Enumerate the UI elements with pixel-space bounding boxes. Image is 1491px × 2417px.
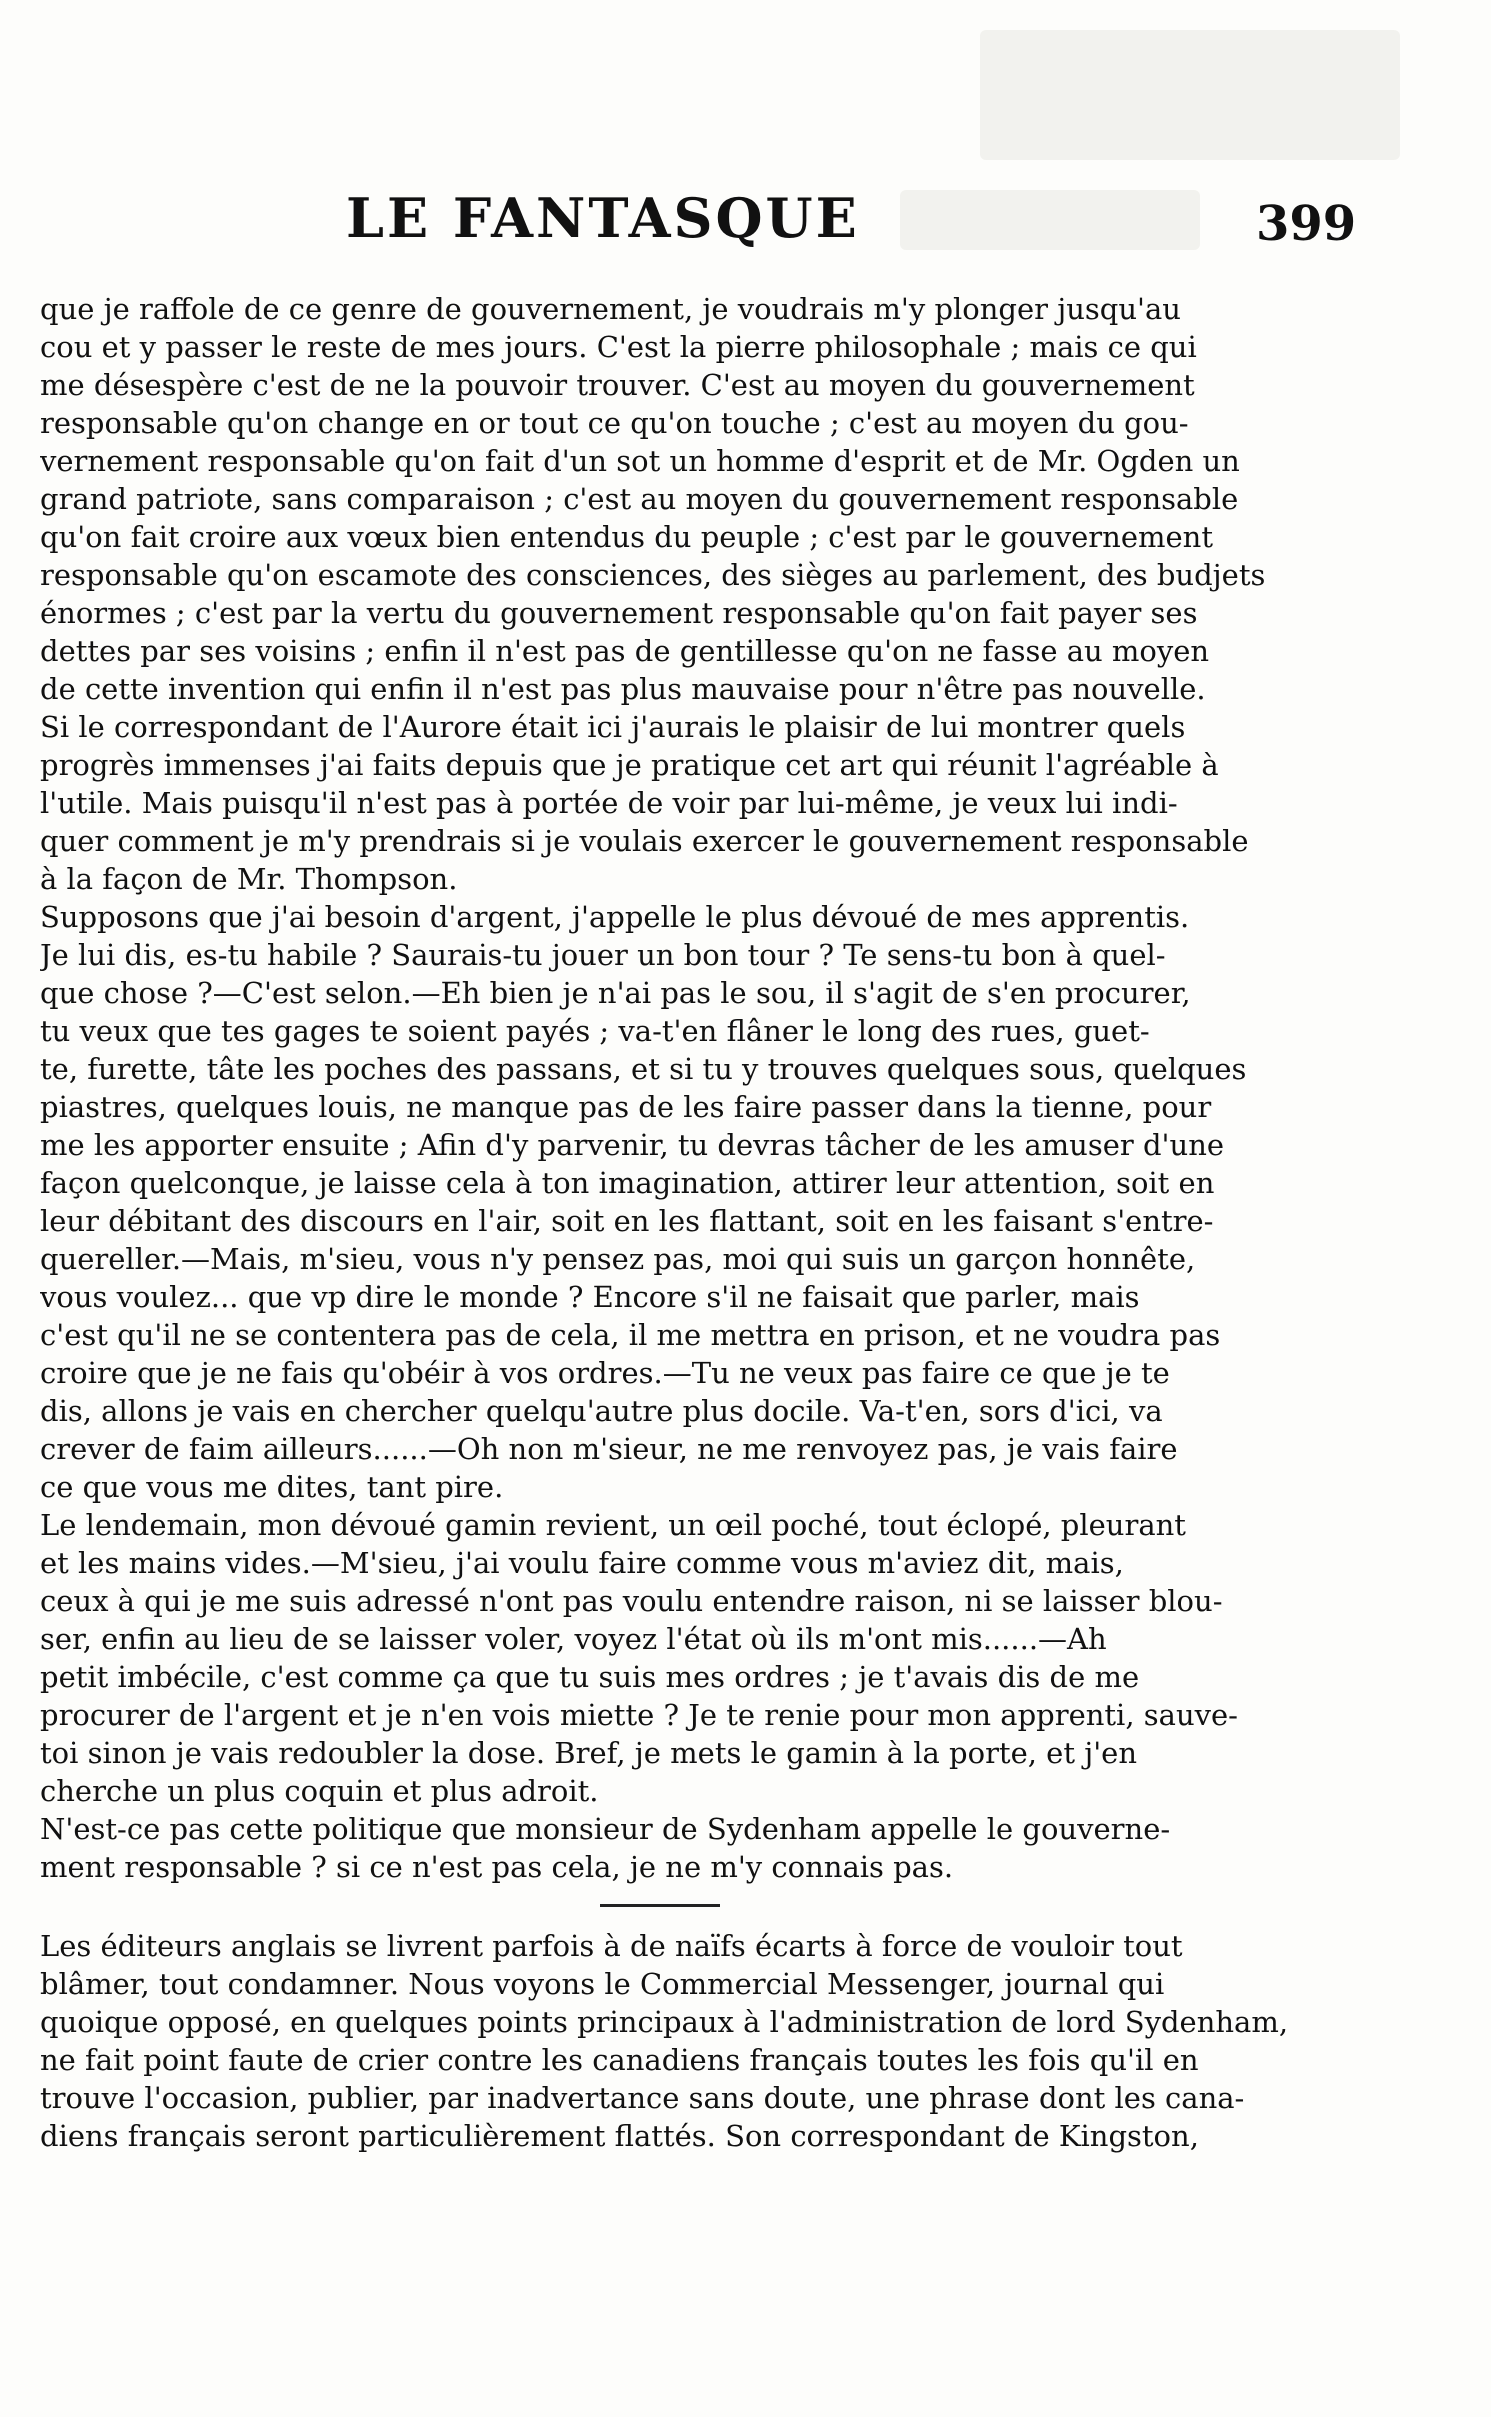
page-number: 399: [1256, 196, 1357, 252]
text-line: cherche un plus coquin et plus adroit.: [40, 1774, 599, 1808]
text-line: ne fait point faute de crier contre les canadiens français toutes les fois qu'il en: [40, 2043, 1199, 2077]
text-line: ment responsable ? si ce n'est pas cela, je ne m'y connais pas.: [40, 1850, 954, 1884]
text-line: cou et y passer le reste de mes jours. C'est la pierre philosophale ; mais ce qui: [40, 330, 1197, 364]
text-line: grand patriote, sans comparaison ; c'est au moyen du gouvernement responsable: [40, 482, 1239, 516]
text-line: et les mains vides.—M'sieu, j'ai voulu faire comme vous m'aviez dit, mais,: [40, 1546, 1124, 1580]
text-line: N'est-ce pas cette politique que monsieur de Sydenham appelle le gouverne-: [40, 1812, 1171, 1846]
text-line: Si le correspondant de l'Aurore était ici j'aurais le plaisir de lui montrer quels: [40, 710, 1186, 744]
text-line: me désespère c'est de ne la pouvoir trouver. C'est au moyen du gouvernement: [40, 368, 1195, 402]
text-line: ceux à qui je me suis adressé n'ont pas voulu entendre raison, ni se laisser blou-: [40, 1584, 1223, 1618]
text-line: tu veux que tes gages te soient payés ; va-t'en flâner le long des rues, guet-: [40, 1014, 1150, 1048]
text-line: que chose ?—C'est selon.—Eh bien je n'ai pas le sou, il s'agit de s'en procurer,: [40, 976, 1191, 1010]
text-line: vous voulez... que vp dire le monde ? Encore s'il ne faisait que parler, mais: [40, 1280, 1140, 1314]
text-line: petit imbécile, c'est comme ça que tu suis mes ordres ; je t'avais dis de me: [40, 1660, 1140, 1694]
text-line: diens français seront particulièrement flattés. Son correspondant de Kingston,: [40, 2119, 1199, 2153]
running-head: [0, 186, 1491, 276]
text-line: c'est qu'il ne se contentera pas de cela, il me mettra en prison, et ne voudra pas: [40, 1318, 1221, 1352]
text-line: Les éditeurs anglais se livrent parfois à de naïfs écarts à force de vouloir tout: [40, 1929, 1183, 1963]
text-line: responsable qu'on escamote des consciences, des sièges au parlement, des budjets: [40, 558, 1266, 592]
text-line: progrès immenses j'ai faits depuis que je pratique cet art qui réunit l'agréable à: [40, 748, 1219, 782]
paragraph-satire: [40, 290, 1340, 1886]
text-line: responsable qu'on change en or tout ce qu'on touche ; c'est au moyen du gou-: [40, 406, 1189, 440]
text-line: façon quelconque, je laisse cela à ton imagination, attirer leur attention, soit en: [40, 1166, 1215, 1200]
text-line: me les apporter ensuite ; Afin d'y parvenir, tu devras tâcher de les amuser d'une: [40, 1128, 1225, 1162]
text-line: croire que je ne fais qu'obéir à vos ordres.—Tu ne veux pas faire ce que je te: [40, 1356, 1170, 1390]
text-line: de cette invention qui enfin il n'est pas plus mauvaise pour n'être pas nouvelle.: [40, 672, 1206, 706]
text-line: vernement responsable qu'on fait d'un sot un homme d'esprit et de Mr. Ogden un: [40, 444, 1240, 478]
text-line: énormes ; c'est par la vertu du gouvernement responsable qu'on fait payer ses: [40, 596, 1198, 630]
text-line: à la façon de Mr. Thompson.: [40, 862, 458, 896]
text-line: procurer de l'argent et je n'en vois miette ? Je te renie pour mon apprenti, sauve-: [40, 1698, 1238, 1732]
paragraph-editors: [40, 1927, 1340, 2155]
text-line: que je raffole de ce genre de gouvernement, je voudrais m'y plonger jusqu'au: [40, 292, 1181, 326]
text-line: dis, allons je vais en chercher quelqu'autre plus docile. Va-t'en, sors d'ici, va: [40, 1394, 1163, 1428]
page-title: LE FANTASQUE: [346, 186, 860, 250]
text-line: Le lendemain, mon dévoué gamin revient, un œil poché, tout éclopé, pleurant: [40, 1508, 1186, 1542]
text-line: dettes par ses voisins ; enfin il n'est pas de gentillesse qu'on ne fasse au moyen: [40, 634, 1210, 668]
text-line: l'utile. Mais puisqu'il n'est pas à portée de voir par lui-même, je veux lui indi-: [40, 786, 1178, 820]
text-line: blâmer, tout condamner. Nous voyons le Commercial Messenger, journal qui: [40, 1967, 1165, 2001]
text-line: Je lui dis, es-tu habile ? Saurais-tu jouer un bon tour ? Te sens-tu bon à quel-: [40, 938, 1166, 972]
text-line: quereller.—Mais, m'sieu, vous n'y pensez pas, moi qui suis un garçon honnête,: [40, 1242, 1196, 1276]
section-divider: [600, 1904, 720, 1907]
text-line: leur débitant des discours en l'air, soit en les flattant, soit en les faisant s'entre-: [40, 1204, 1214, 1238]
paper-smudge: [980, 30, 1400, 160]
text-line: te, furette, tâte les poches des passans, et si tu y trouves quelques sous, quelques: [40, 1052, 1247, 1086]
text-line: ser, enfin au lieu de se laisser voler, voyez l'état où ils m'ont mis......—Ah: [40, 1622, 1107, 1656]
text-line: quoique opposé, en quelques points principaux à l'administration de lord Sydenham,: [40, 2005, 1289, 2039]
text-line: ce que vous me dites, tant pire.: [40, 1470, 504, 1504]
text-line: qu'on fait croire aux vœux bien entendus du peuple ; c'est par le gouvernement: [40, 520, 1213, 554]
text-line: Supposons que j'ai besoin d'argent, j'appelle le plus dévoué de mes apprentis.: [40, 900, 1190, 934]
text-line: trouve l'occasion, publier, par inadvertance sans doute, une phrase dont les cana-: [40, 2081, 1245, 2115]
text-column: [40, 290, 1340, 2155]
text-line: crever de faim ailleurs......—Oh non m'sieur, ne me renvoyez pas, je vais faire: [40, 1432, 1178, 1466]
text-line: toi sinon je vais redoubler la dose. Bref, je mets le gamin à la porte, et j'en: [40, 1736, 1138, 1770]
text-line: quer comment je m'y prendrais si je voulais exercer le gouvernement responsable: [40, 824, 1249, 858]
text-line: piastres, quelques louis, ne manque pas de les faire passer dans la tienne, pour: [40, 1090, 1212, 1124]
